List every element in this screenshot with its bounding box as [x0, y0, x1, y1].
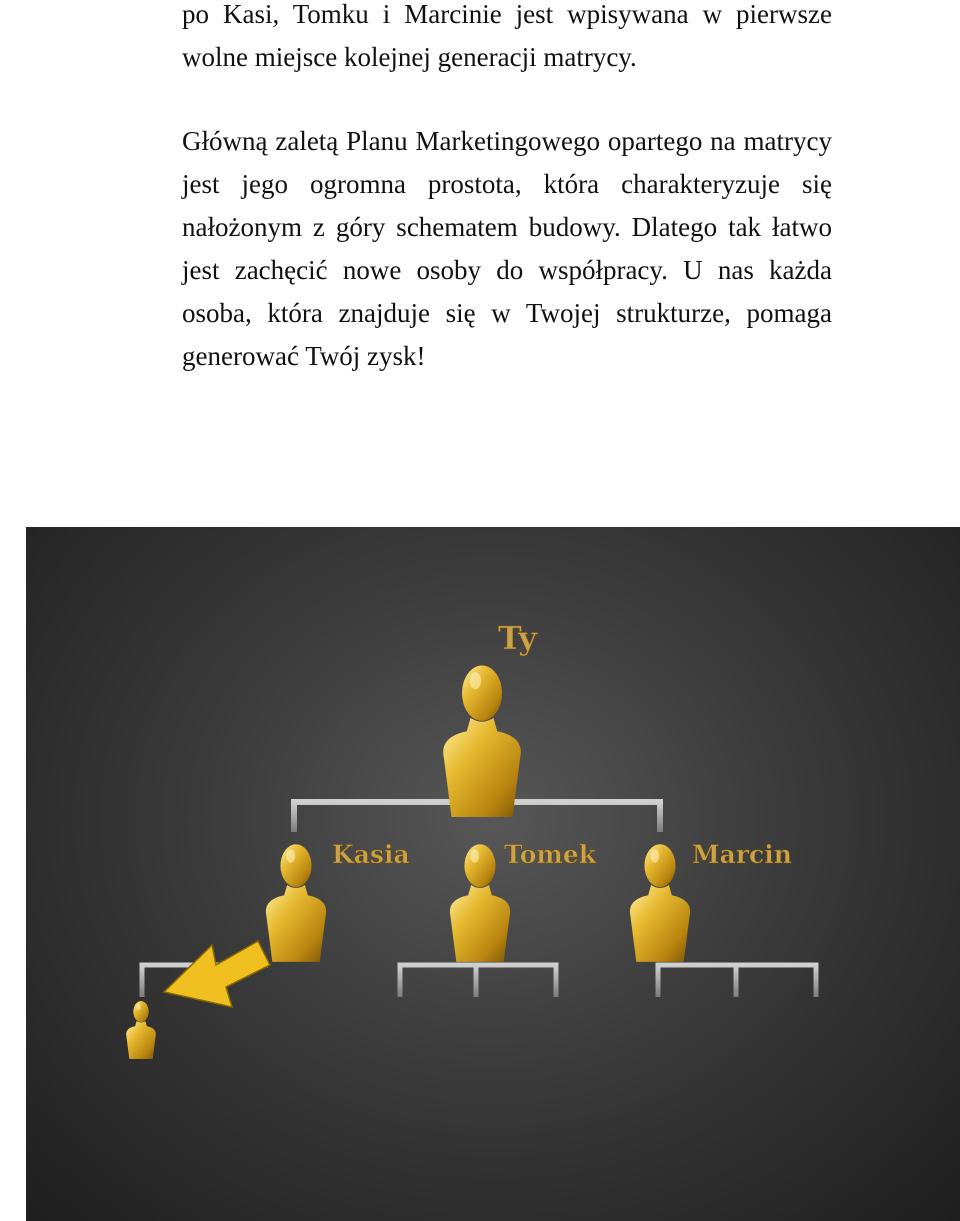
person-tomek-icon — [450, 844, 510, 962]
arrow-icon — [164, 941, 270, 1007]
paragraph-text: Główną zaletą Planu Marketingowego opartego na matrycy jest jego ogromna prostota, która charakteryzuje się nałożonym z góry schematem budowy. Dlatego tak łatwo jest zachęcić nowe osoby do współpracy. U nas każda osoba, która znajduje się w Twojej strukturze, pomaga generować Twój zysk! — [182, 126, 832, 371]
paragraph-text: po Kasi, Tomku i Marcinie jest wpisywana w pierwsze wolne miejsce kolejnej generacji matrycy. — [182, 0, 832, 72]
label-marcin: Marcin — [692, 840, 792, 869]
person-kasia-icon — [266, 844, 326, 962]
paragraph-intro — [182, 0, 832, 79]
matrix-diagram-svg — [26, 527, 960, 1221]
paragraph-advantages — [182, 120, 832, 378]
matrix-diagram — [26, 527, 960, 1221]
label-kasia: Kasia — [332, 840, 410, 869]
label-root: Ty — [498, 619, 537, 657]
person-marcin-icon — [630, 844, 690, 962]
new-member-person-icon — [126, 1001, 156, 1059]
root-person-icon — [443, 665, 521, 817]
label-tomek: Tomek — [504, 840, 597, 869]
